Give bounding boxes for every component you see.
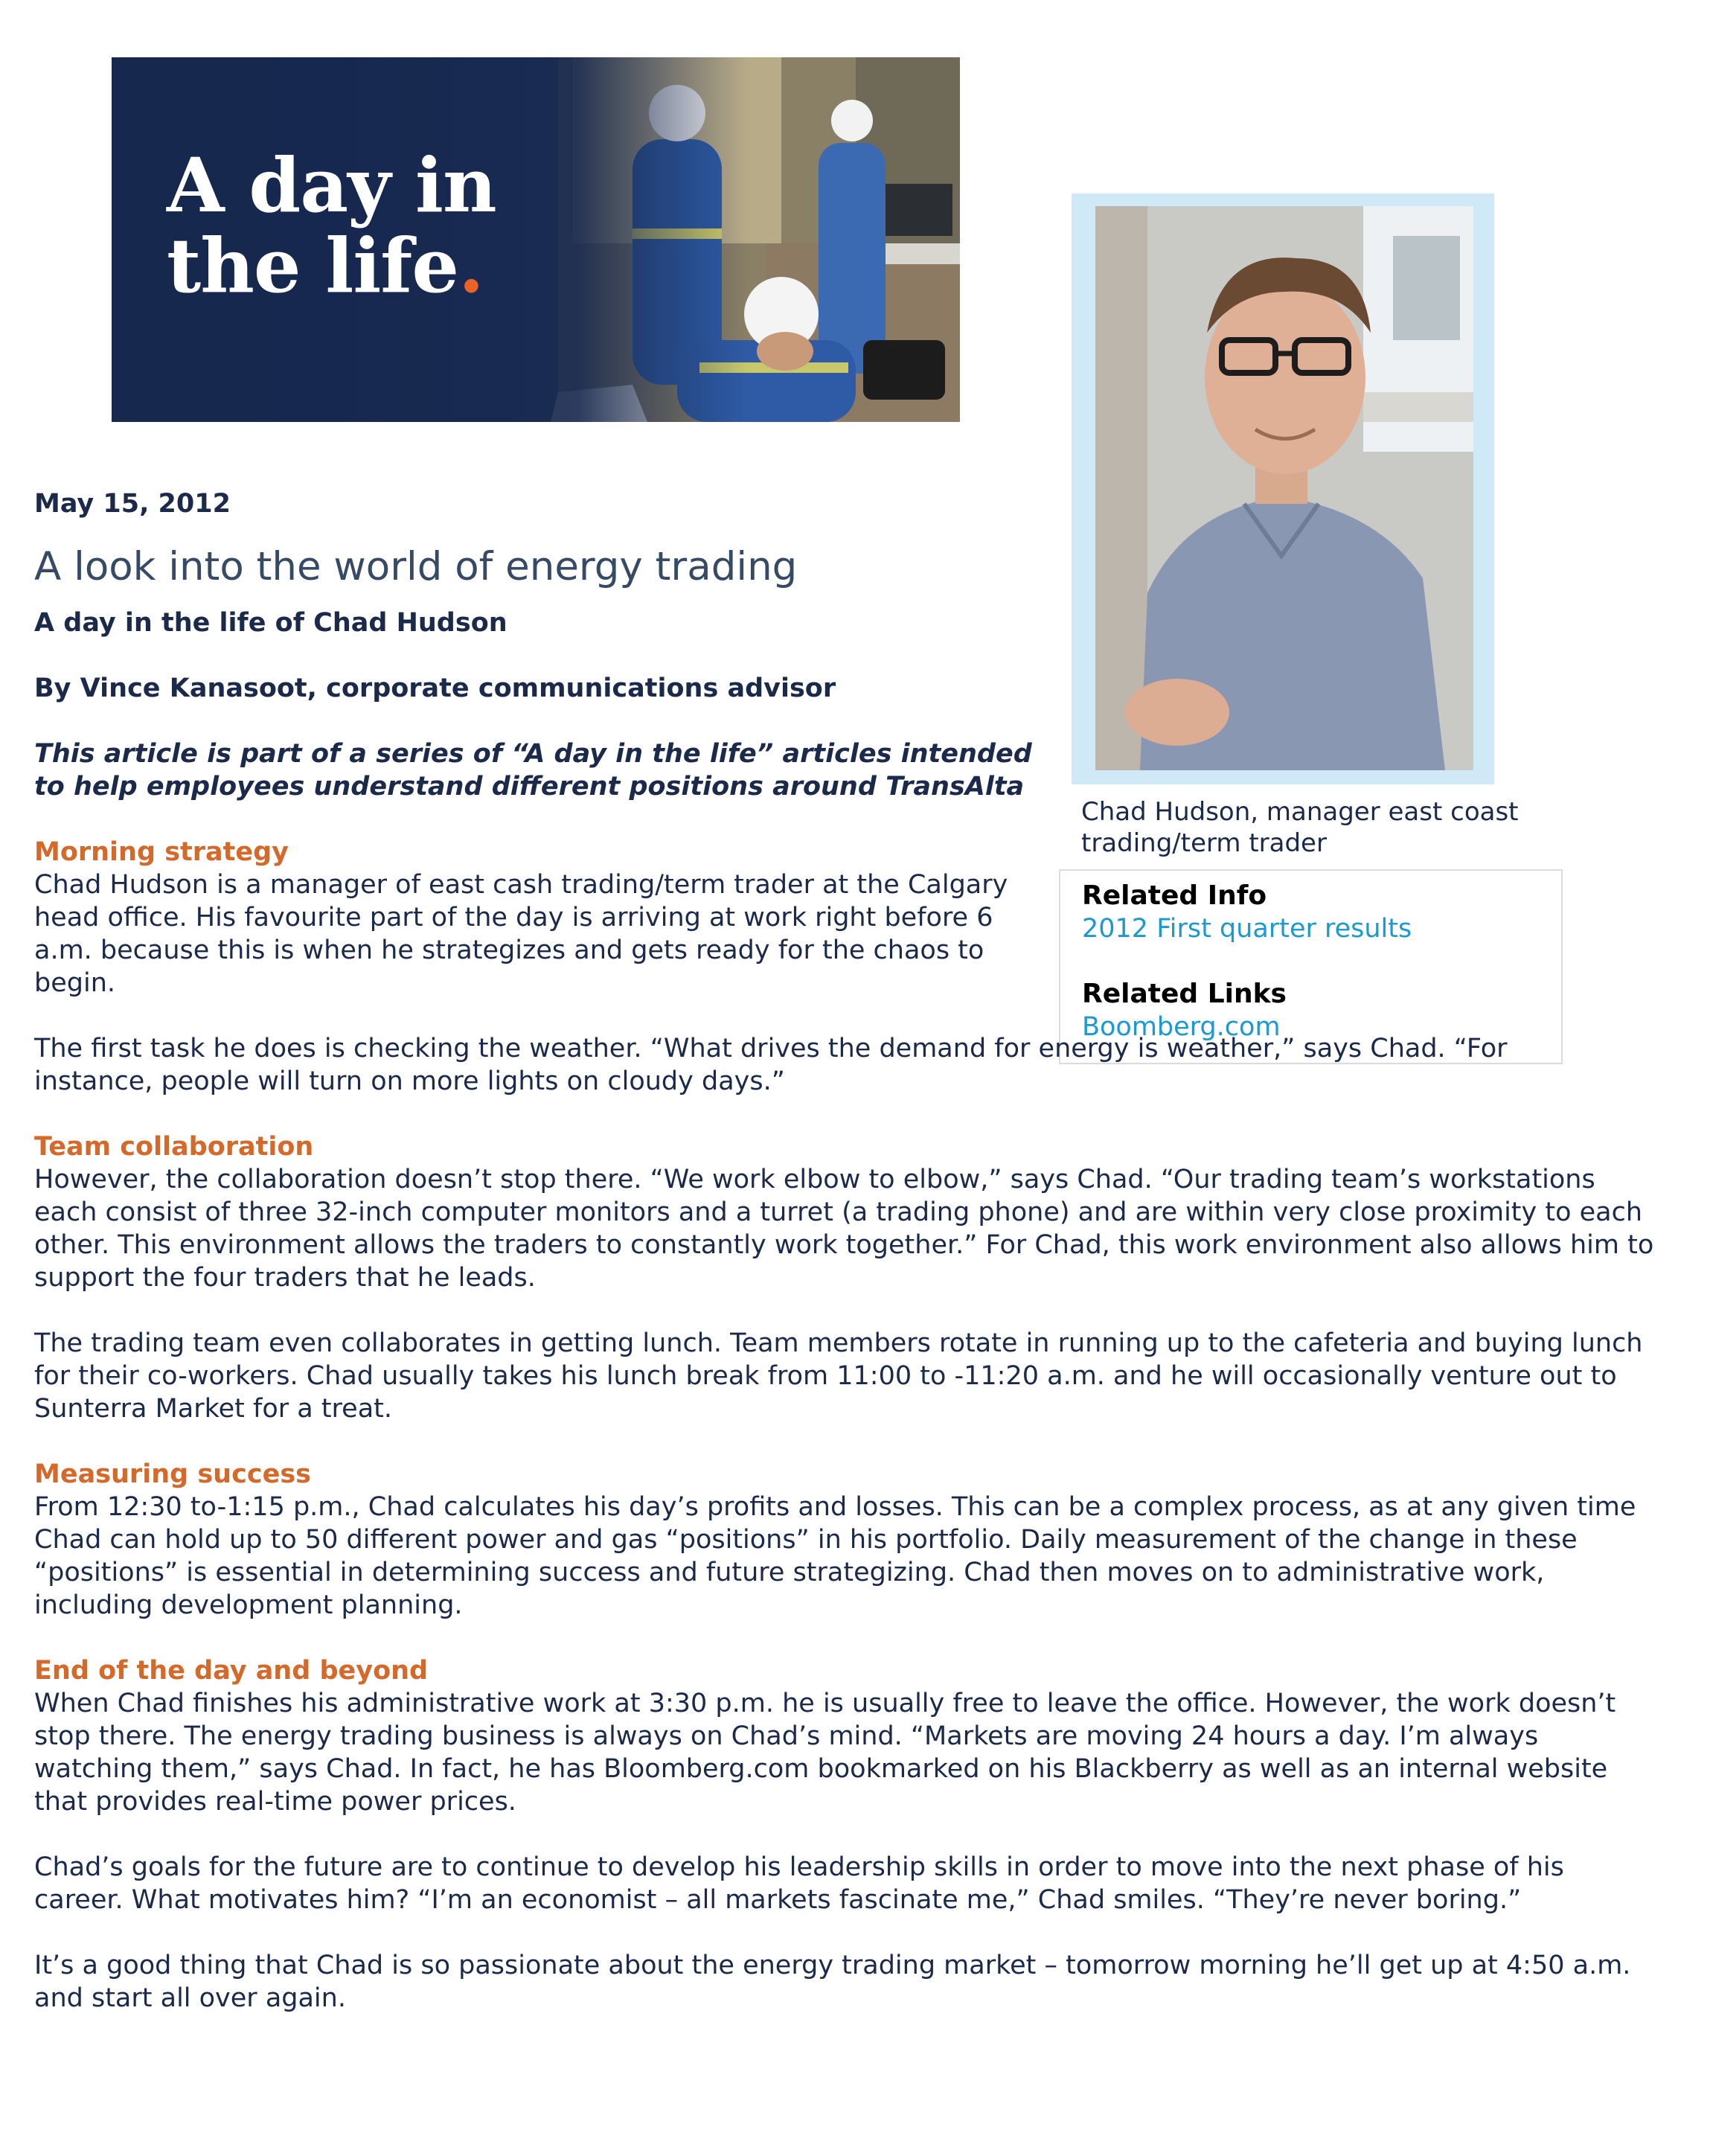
related-links-heading: Related Links	[1082, 979, 1287, 1009]
banner-title-line1: A day in	[167, 141, 496, 229]
paragraph: Chad’s goals for the future are to continue to develop his leadership skills in order to move into the next phase of his career. What motivates him? “I’m an economist – all markets fascinate me,” Chad smiles. “They’re never boring.”	[34, 1852, 1564, 1915]
article	[34, 487, 1671, 2015]
paragraph: Chad Hudson is a manager of east cash trading/term trader at the Calgary head office. His favourite part of the day is arriving at work right before 6 a.m. because this is when he strategizes and gets ready for the chaos to begin.	[34, 870, 1008, 998]
banner-title	[167, 141, 554, 310]
paragraph: The first task he does is checking the weather. “What drives the demand for energy is weather,” says Chad. “For instance, people will turn on more lights on cloudy days.”	[34, 1034, 1508, 1096]
section-heading: Team collaboration	[34, 1132, 314, 1162]
series-note: This article is part of a series of “A day in the life” articles intended to help employees understand different positions around TransAlta	[34, 739, 1032, 802]
article-date: May 15, 2012	[34, 489, 231, 519]
related-links-link[interactable]: Boomberg.com	[1082, 1012, 1281, 1042]
section-heading: Morning strategy	[34, 837, 289, 867]
banner-title-dot: .	[458, 222, 484, 310]
related-info-link[interactable]: 2012 First quarter results	[1082, 914, 1412, 944]
paragraph: From 12:30 to-1:15 p.m., Chad calculates his day’s profits and losses. This can be a complex process, as at any given time Chad can hold up to 50 different power and gas “positions” in his portfolio. Daily measurement of the change in these “positions” is essential in determining success and future strategizing. Chad then moves on to administrative work, including development planning.	[34, 1492, 1636, 1620]
paragraph: The trading team even collaborates in getting lunch. Team members rotate in running up to the cafeteria and buying lunch for their co-workers. Chad usually takes his lunch break from 11:00 to -11:20 a.m. and he will occasionally venture out to Sunterra Market for a treat.	[34, 1328, 1643, 1424]
related-info-heading: Related Info	[1082, 880, 1267, 911]
paragraph: It’s a good thing that Chad is so passionate about the energy trading market – tomorrow morning he’ll get up at 4:50 a.m. and start all over again.	[34, 1951, 1631, 2013]
article-byline: By Vince Kanasoot, corporate communications advisor	[34, 674, 836, 703]
section-heading: End of the day and beyond	[34, 1656, 429, 1686]
banner-title-line2: the life	[167, 222, 458, 310]
paragraph: When Chad finishes his administrative work at 3:30 p.m. he is usually free to leave the office. However, the work doesn’t stop there. The energy trading business is always on Chad’s mind. “Markets are moving 24 hours a day. I’m always watching them,” says Chad. In fact, he has Bloomberg.com bookmarked on his Blackberry as well as an internal website that provides real-time power prices.	[34, 1689, 1616, 1817]
section-heading: Measuring success	[34, 1459, 311, 1489]
paragraph: However, the collaboration doesn’t stop there. “We work elbow to elbow,” says Chad. “Our trading team’s workstations each consist of three 32-inch computer monitors and a turret (a trading phone) and are within very close proximity to each other. This environment allows the traders to constantly work together.” For Chad, this work environment also allows him to support the four traders that he leads.	[34, 1165, 1654, 1293]
banner-image	[112, 57, 960, 422]
article-subtitle: A day in the life of Chad Hudson	[34, 608, 507, 638]
article-headline: A look into the world of energy trading	[34, 544, 798, 589]
photo-caption: Chad Hudson, manager east coast trading/term trader	[1081, 797, 1519, 858]
